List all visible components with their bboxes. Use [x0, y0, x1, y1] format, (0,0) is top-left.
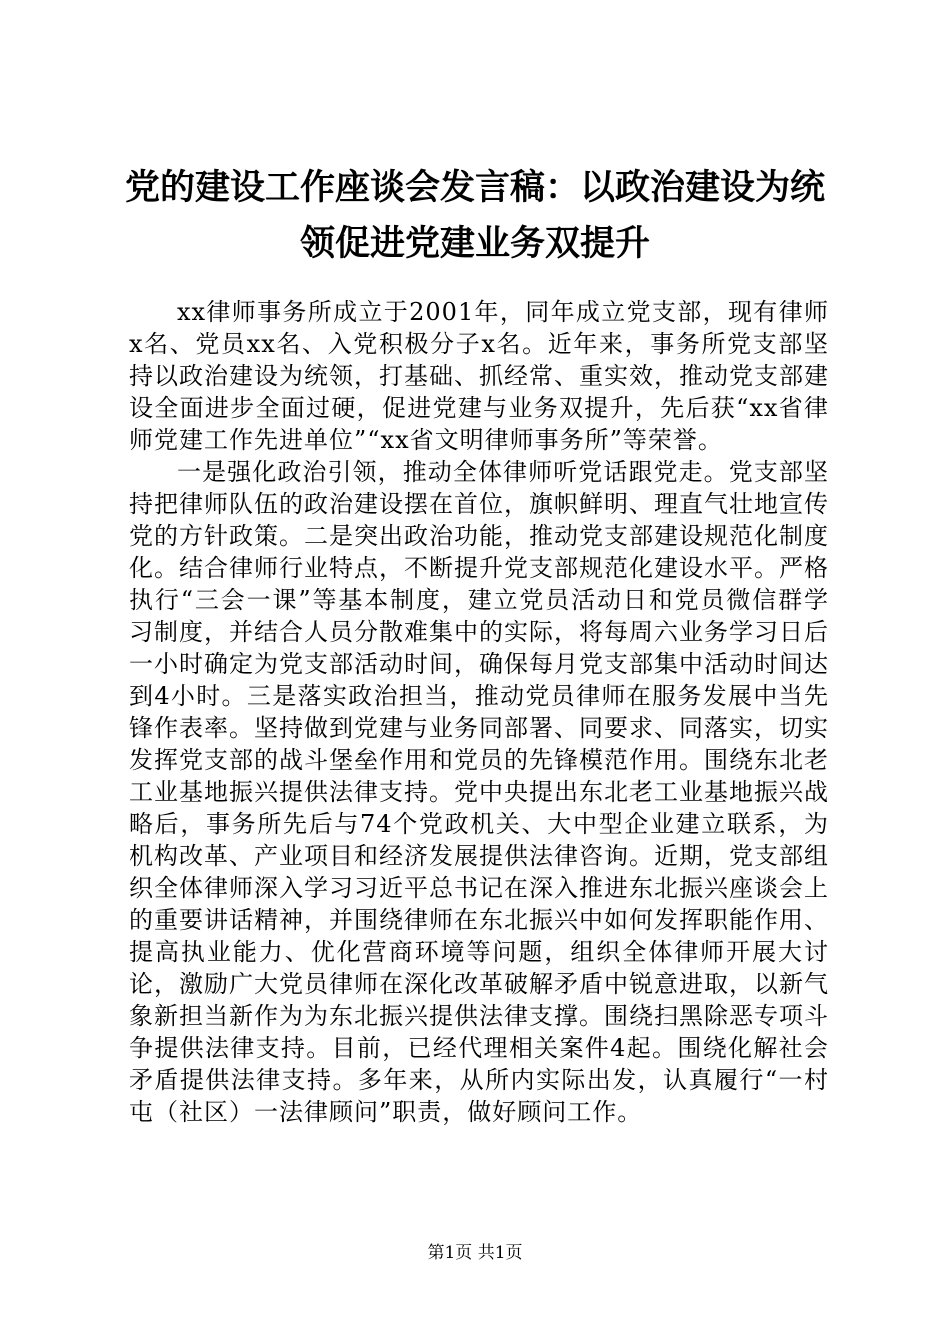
document-body	[129, 296, 829, 1128]
paragraph-main: 一是强化政治引领，推动全体律师听党话跟党走。党支部坚持把律师队伍的政治建设摆在首位，旗帜鲜明、理直气壮地宣传党的方针政策。二是突出政治功能，推动党支部建设规范化制度化。结合律师行业特点，不断提升党支部规范化建设水平。严格执行“三会一课”等基本制度，建立党员活动日和党员微信群学习制度，并结合人员分散难集中的实际，将每周六业务学习日后一小时确定为党支部活动时间，确保每月党支部集中活动时间达到4小时。三是落实政治担当，推动党员律师在服务发展中当先锋作表率。坚持做到党建与业务同部署、同要求、同落实，切实发挥党支部的战斗堡垒作用和党员的先锋模范作用。围绕东北老工业基地振兴提供法律支持。党中央提出东北老工业基地振兴战略后，事务所先后与74个党政机关、大中型企业建立联系，为机构改革、产业项目和经济发展提供法律咨询。近期，党支部组织全体律师深入学习习近平总书记在深入推进东北振兴座谈会上的重要讲话精神，并围绕律师在东北振兴中如何发挥职能作用、提高执业能力、优化营商环境等问题，组织全体律师开展大讨论，激励广大党员律师在深化改革破解矛盾中锐意进取，以新气象新担当新作为为东北振兴提供法律支撑。围绕扫黑除恶专项斗争提供法律支持。目前，已经代理相关案件4起。围绕化解社会矛盾提供法律支持。多年来，从所内实际出发，认真履行“一村屯（社区）一法律顾问”职责，做好顾问工作。	[129, 458, 829, 1126]
document-title: 党的建设工作座谈会发言稿：以政治建设为统领促进党建业务双提升	[124, 168, 825, 264]
page-footer: 第1页 共1页	[427, 1243, 523, 1263]
paragraph-intro: xx律师事务所成立于2001年，同年成立党支部，现有律师x名、党员xx名、入党积极分子x名。近年来，事务所党支部坚持以政治建设为统领，打基础、抓经常、重实效，推动党支部建设全面进步全面过硬，促进党建与业务双提升，先后获“xx省律师党建工作先进单位”“xx省文明律师事务所”等荣誉。	[129, 298, 829, 454]
